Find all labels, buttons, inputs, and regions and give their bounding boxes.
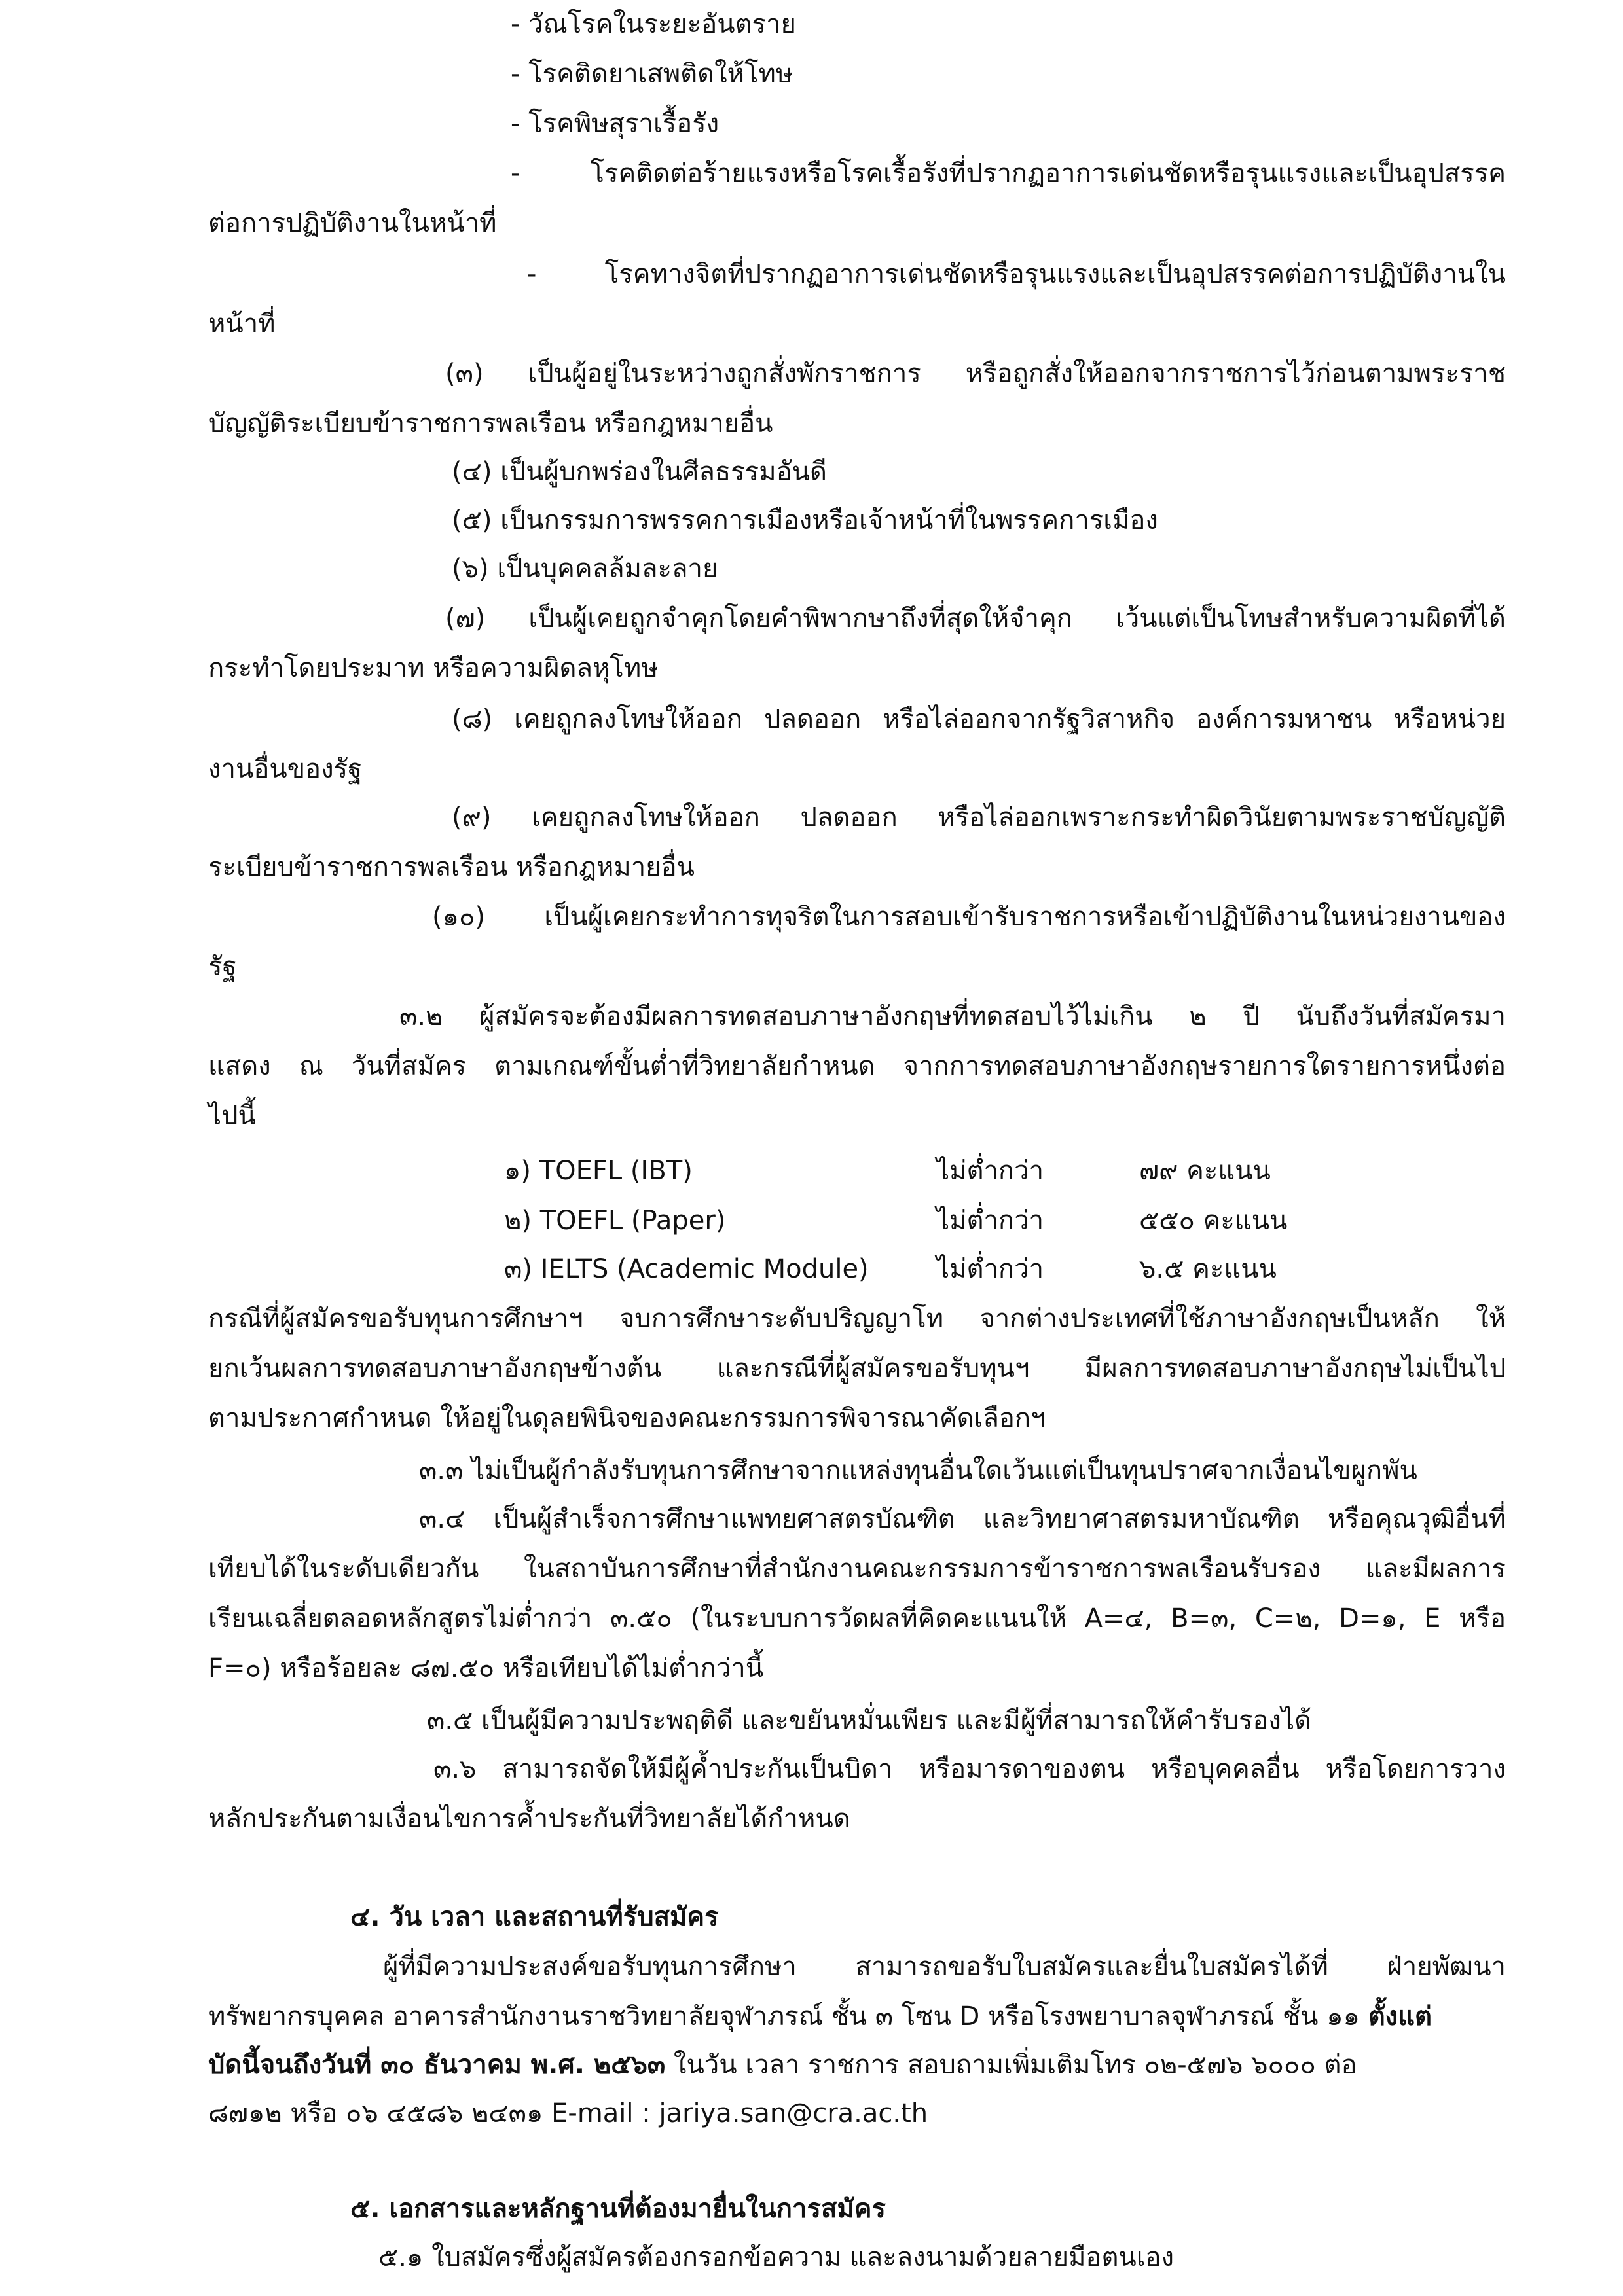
clause-3-4-end: F=๐) หรือร้อยละ ๘๗.๕๐ หรือเทียบได้ไม่ต่ำกว่านี้ — [208, 1653, 764, 1683]
test-min: ไม่ต่ำกว่า — [936, 1156, 1044, 1186]
section-5-item-1: ๕.๑ ใบสมัครซึ่งผู้สมัครต้องกรอกข้อความ และลงนามด้วยลายมือตนเอง — [378, 2242, 1174, 2272]
item-8: (๘) เคยถูกลงโทษให้ออก ปลดออก หรือไล่ออกจากรัฐวิสาหกิจ องค์การมหาชน หรือหน่วย — [452, 704, 1506, 734]
item-4: (๔) เป็นผู้บกพร่องในศีลธรรมอันดี — [452, 457, 827, 487]
exemption: กรณีที่ผู้สมัครขอรับทุนการศึกษาฯ จบการศึกษาระดับปริญญาโท จากต่างประเทศที่ใช้ภาษาอังกฤษเป็นหลัก ให้ — [208, 1304, 1506, 1334]
clause-3-4-grades: เรียนเฉลี่ยตลอดหลักสูตรไม่ต่ำกว่า ๓.๕๐ (ในระบบการวัดผลที่คิดคะแนนให้ A=๔, B=๓, C=๒, D=๑, E หรือ — [208, 1604, 1506, 1634]
section-5-heading: ๕. เอกสารและหลักฐานที่ต้องมายื่นในการสมัคร — [350, 2194, 886, 2224]
clause-3-4-cont: เทียบได้ในระดับเดียวกัน ในสถาบันการศึกษาที่สำนักงานคณะกรรมการข้าราชการพลเรือนรับรอง และมีผลการ — [208, 1554, 1506, 1584]
test-min: ไม่ต่ำกว่า — [936, 1206, 1044, 1236]
disease-drugs: - โรคติดยาเสพติดให้โทษ — [511, 59, 793, 89]
section-4-location — [208, 1998, 1506, 2036]
clause-3-4: ๓.๔ เป็นผู้สำเร็จการศึกษาแพทยศาสตรบัณฑิต และวิทยาศาสตรมหาบัณฑิต หรือคุณวุฒิอื่นที่ — [419, 1504, 1506, 1534]
section-4-heading: ๔. วัน เวลา และสถานที่รับสมัคร — [350, 1902, 719, 1932]
test-name: ๓) IELTS (Academic Module) — [504, 1254, 869, 1284]
item-3: (๓) เป็นผู้อยู่ในระหว่างถูกสั่งพักราชการ หรือถูกสั่งให้ออกจากราชการไว้ก่อนตามพระราช — [445, 359, 1506, 389]
clause-3-6: ๓.๖ สามารถจัดให้มีผู้ค้ำประกันเป็นบิดา หรือมารดาของตน หรือบุคคลอื่น หรือโดยการวาง — [433, 1754, 1506, 1784]
section-4-deadline — [208, 2046, 1506, 2084]
exemption-cont: ยกเว้นผลการทดสอบภาษาอังกฤษข้างต้น และกรณีที่ผู้สมัครขอรับทุนฯ มีผลการทดสอบภาษาอังกฤษไม่เป็นไป — [208, 1354, 1506, 1384]
item-10: (๑๐) เป็นผู้เคยกระทำการทุจริตในการสอบเข้ารับราชการหรือเข้าปฏิบัติงานในหน่วยงานของ — [432, 902, 1506, 932]
item-7: (๗) เป็นผู้เคยถูกจำคุกโดยคำพิพากษาถึงที่สุดให้จำคุก เว้นแต่เป็นโทษสำหรับความผิดที่ได้ — [445, 603, 1506, 634]
location-text: ทรัพยากรบุคคล อาคารสำนักงานราชวิทยาลัยจุฬาภรณ์ ชั้น ๓ โซน D หรือโรงพยาบาลจุฬาภรณ์ ชั้น ๑๑ — [208, 2001, 1368, 2032]
test-name: ๒) TOEFL (Paper) — [504, 1206, 726, 1236]
test-score: ๗๙ คะแนน — [1139, 1156, 1271, 1186]
item-7-cont: กระทำโดยประมาท หรือความผิดลหุโทษ — [208, 653, 659, 683]
test-score: ๖.๕ คะแนน — [1139, 1254, 1277, 1284]
disease-tb: - วัณโรคในระยะอันตราย — [511, 9, 796, 39]
clause-3-2-end: ไปนี้ — [208, 1101, 256, 1131]
item-8-cont: งานอื่นของรัฐ — [208, 754, 363, 784]
clause-3-6-cont: หลักประกันตามเงื่อนไขการค้ำประกันที่วิทยาลัยได้กำหนด — [208, 1804, 850, 1834]
contact-email: ๘๗๑๒ หรือ ๐๖ ๔๕๘๖ ๒๔๓๑ E-mail : jariya.san@cra.ac.th — [208, 2098, 928, 2128]
exemption-end: ตามประกาศกำหนด ให้อยู่ในดุลยพินิจของคณะกรรมการพิจารณาคัดเลือกฯ — [208, 1403, 1046, 1433]
clause-3-5: ๓.๕ เป็นผู้มีความประพฤติดี และขยันหมั่นเพียร และมีผู้ที่สามารถให้คำรับรองได้ — [427, 1706, 1312, 1736]
test-min: ไม่ต่ำกว่า — [936, 1254, 1044, 1284]
item-5: (๕) เป็นกรรมการพรรคการเมืองหรือเจ้าหน้าที่ในพรรคการเมือง — [452, 505, 1158, 535]
contact-phone: ในวัน เวลา ราชการ สอบถามเพิ่มเติมโทร ๐๒-๕๗๖ ๖๐๐๐ ต่อ — [665, 2050, 1357, 2080]
test-score: ๕๕๐ คะแนน — [1139, 1206, 1288, 1236]
item-9: (๙) เคยถูกลงโทษให้ออก ปลดออก หรือไล่ออกเพราะกระทำผิดวินัยตามพระราชบัญญัติ — [452, 802, 1506, 833]
item-6: (๖) เป็นบุคคลล้มละลาย — [452, 554, 718, 584]
item-10-cont: รัฐ — [208, 952, 237, 982]
disease-contagious: - โรคติดต่อร้ายแรงหรือโรคเรื้อรังที่ปรากฏอาการเด่นชัดหรือรุนแรงและเป็นอุปสรรค — [511, 158, 1506, 188]
clause-3-2: ๓.๒ ผู้สมัครจะต้องมีผลการทดสอบภาษาอังกฤษที่ทดสอบไว้ไม่เกิน ๒ ปี นับถึงวันที่สมัครมา — [399, 1001, 1506, 1031]
clause-3-2-cont: แสดง ณ วันที่สมัคร ตามเกณฑ์ขั้นต่ำที่วิทยาลัยกำหนด จากการทดสอบภาษาอังกฤษรายการใดรายการหนึ่งต่อ — [208, 1051, 1506, 1081]
disease-alcohol: - โรคพิษสุราเรื้อรัง — [511, 109, 720, 139]
disease-contagious-cont: ต่อการปฏิบัติงานในหน้าที่ — [208, 208, 497, 238]
disease-mental: - โรคทางจิตที่ปรากฏอาการเด่นชัดหรือรุนแรงและเป็นอุปสรรคต่อการปฏิบัติงานใน — [527, 259, 1506, 289]
clause-3-3: ๓.๓ ไม่เป็นผู้กำลังรับทุนการศึกษาจากแหล่งทุนอื่นใดเว้นแต่เป็นทุนปราศจากเงื่อนไขผูกพัน — [419, 1456, 1417, 1486]
section-4-para: ผู้ที่มีความประสงค์ขอรับทุนการศึกษา สามารถขอรับใบสมัครและยื่นใบสมัครได้ที่ ฝ่ายพัฒนา — [383, 1952, 1506, 1982]
deadline-date: บัดนี้จนถึงวันที่ ๓๐ ธันวาคม พ.ศ. ๒๕๖๓ — [208, 2050, 666, 2080]
date-start: ตั้งแต่ — [1368, 2001, 1432, 2032]
item-3-cont: บัญญัติระเบียบข้าราชการพลเรือน หรือกฎหมายอื่น — [208, 408, 773, 439]
disease-mental-cont: หน้าที่ — [208, 309, 276, 339]
test-name: ๑) TOEFL (IBT) — [504, 1156, 693, 1186]
item-9-cont: ระเบียบข้าราชการพลเรือน หรือกฎหมายอื่น — [208, 852, 695, 882]
